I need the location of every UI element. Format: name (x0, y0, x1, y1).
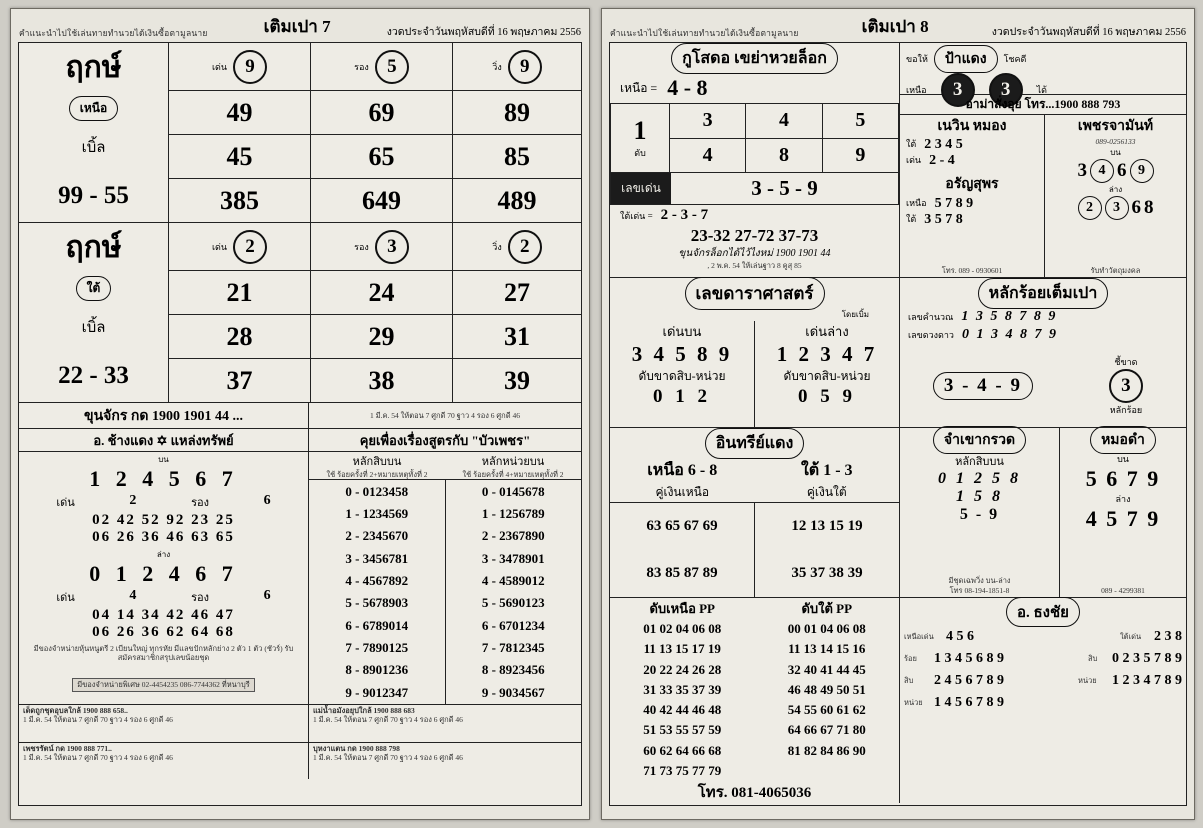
footer-cell-1: เด็ดถูกชุดอุบลใกล้ 1900 888 658.. 1 มี.ค. 54 ให้ตอน 7 ศูกดี 70 ฐาว 4 รอง 6 ศูกดี 46 (19, 705, 309, 743)
colA-row-bot-1: 04 14 34 42 46 47 (92, 607, 235, 623)
dab-lists (610, 619, 899, 781)
colA-row-top-2: 06 26 36 46 63 65 (92, 529, 235, 545)
colA-row-top-1: 02 42 52 92 23 25 (92, 512, 235, 528)
lekdara-h3: ดับขาดสิบ-หน่วย (638, 369, 726, 383)
aransuporn-phone: โทร. 089 - 0930601 (941, 265, 1003, 275)
block2-head-rong: รอง 3 (311, 223, 453, 271)
mordam-title: หมอดำ (1090, 426, 1156, 454)
lakroi-row1: เลขคำนวณ 1 3 5 8 7 8 9 (908, 309, 1058, 324)
colB-sub1: ใช้ ร้อยครั้งที่ 2+หมายเหตุทั้งที่ 2 (326, 470, 428, 479)
lakroi-row2: เลขดวงดาว 0 1 3 4 8 7 9 (908, 327, 1058, 342)
colB-right-list: 0 - 0145678 1 - 1256789 2 - 2367890 3 - 3478901 4 - 4589012 5 - 5690123 6 - 6701234 7 - 7812345 8 - 8923456 9 - 9034567 (481, 483, 545, 700)
block1-col1: 49 45 385 (169, 91, 311, 223)
insee-title-wrap (610, 428, 899, 458)
block2-right (169, 223, 581, 403)
kuso-title: กูโสดอ เขย่าหวยล็อก (671, 43, 838, 74)
phet-phone: 089-0256133 (1095, 137, 1136, 146)
phet-bon: 3 4 6 9 (1045, 159, 1186, 183)
lakroi-chikhat: 3 - 4 - 9 (900, 372, 1066, 400)
right-top-row (610, 43, 1186, 278)
hotline-text: ขุนจักร กด 1900 1901 44 ... (19, 403, 309, 429)
insee-s1: คู่เงินเหนือ (655, 485, 710, 499)
aransuporn-row-1: เหนือ 5 7 8 9 (906, 196, 974, 211)
mordam-block (1060, 428, 1186, 598)
kuso-note2: , 2 พ.ค. 54 ให้เล่นฐาว 8 คูสุ 85 (707, 261, 802, 270)
left-sheet (10, 8, 590, 820)
dab-col1: 01 02 04 06 08 11 13 15 17 19 20 22 24 26 28 31 33 35 37 39 40 42 44 46 48 51 53 55 57 59 60 62 64 66 68 71 73 75 77 79 (643, 621, 722, 778)
insee-rows (610, 502, 899, 597)
jamkao-note: มีชุดเฉพวิ่ง บน-ล่าง (948, 576, 1011, 586)
aransuporn-row-2: ใต้ 3 5 7 8 (906, 212, 963, 227)
colB-h1: หลักสิบบน (352, 456, 402, 468)
right-date: งวดประจำวันพฤหัสบดีที่ 16 พฤษภาคม 2556 (991, 27, 1186, 38)
jamkao-sub: หลักสิบบน (955, 456, 1004, 468)
block1-col2: 69 65 649 (311, 91, 453, 223)
colA-row-bot-2: 06 26 36 62 64 68 (92, 624, 235, 640)
nawin-title: เนวิน หมอง (937, 119, 1007, 134)
insee-col1: 63 65 67 69 83 85 87 89 (610, 503, 755, 597)
footer-cell-2: แม่น้ำอมังอยุปใกล้ 1900 888 683 1 มี.ค. 54 ให้ตอน 7 ศูกดี 70 ฐาว 4 รอง 6 ศูกดี 46 (309, 705, 581, 743)
phet-note: รับทำวัตถุมงคล (1090, 265, 1141, 275)
lakroi-block (900, 278, 1186, 428)
jamkao-title: จำเขากรวด (933, 426, 1026, 454)
nawin-block (900, 115, 1045, 278)
lekdara-heads (610, 321, 899, 342)
block2-col3: 27 31 39 (453, 271, 581, 403)
mordam-lang: 4 5 7 9 (1085, 506, 1161, 531)
right-top-col (900, 43, 1186, 278)
thongchai-row-2: สิบ 2 4 5 6 7 8 9 หน่วย 1 2 3 4 7 8 9 (904, 673, 1182, 688)
block1-head-wing: วิ่ง 9 (453, 43, 581, 91)
jamkao-v1: 0 1 2 5 8 (938, 470, 1021, 487)
right-header (602, 9, 1194, 42)
kuso-lekden (610, 173, 899, 205)
lekdara-v1: 3 4 5 8 9 (631, 342, 733, 366)
kuso-left-cell: 1 ดับ (610, 103, 670, 173)
thongchai-title: อ. ธงชัย (1006, 597, 1080, 627)
thongchai-title-wrap (900, 598, 1186, 626)
block1-region: เหนือ (19, 91, 168, 125)
block1-right (169, 43, 581, 223)
block1-zodiac-cell (19, 43, 169, 223)
khorhai-line2: เหนือ 3 3 ได้ (900, 73, 1186, 107)
insee-title: อินทรีย์แดง (705, 428, 805, 459)
colB-left-list: 0 - 0123458 1 - 1234569 2 - 2345670 3 - 3456781 4 - 4567892 5 - 5678903 6 - 6789014 7 - 7890125 8 - 8901236 9 - 9012347 (309, 480, 446, 704)
block1-pair: 99 - 55 (58, 181, 129, 209)
lekdara-title-wrap (610, 278, 899, 308)
insee-col2: 12 13 15 19 35 37 38 39 (791, 518, 863, 581)
block2-head-wing: วิ่ง 2 (453, 223, 581, 271)
lekdara-values (610, 342, 899, 367)
thongchai-row-3: หน่วย 1 4 5 6 7 8 9 (904, 695, 1004, 710)
kuso-note: ขุนจักรล็อกได้ไว้ไงหม่ 1900 1901 44 (678, 248, 831, 259)
dab-phone: โทร. 081-4065036 (697, 785, 812, 801)
lekdara-block (610, 278, 900, 428)
dab-h1: ดับเหนือ PP (649, 601, 716, 616)
lakroi-title-wrap (900, 278, 1186, 308)
bua-phet-title: คุยเพื่องเรื่องสูตรกับ "บัวเพชร" (309, 429, 581, 452)
footer-cell-4: บุหงาแตน กด 1900 888 798 1 มี.ค. 54 ให้ตอน 7 ศูกดี 70 ฐาว 4 รอง 6 ศูกดี 46 (313, 744, 463, 763)
jamkao-block (900, 428, 1060, 598)
right-third-row (610, 428, 1186, 598)
left-footer-1 (19, 705, 581, 743)
jamkao-v2: 1 5 8 (956, 488, 1003, 505)
right-second-row (610, 278, 1186, 428)
insee-s (610, 483, 899, 502)
right-sheet (601, 8, 1195, 820)
block2-region: ใต้ (19, 271, 168, 305)
hotline-note: 1 มี.ค. 54 ให้ตอน 7 ศูกดี 70 ฐาว 4 รอง 6 ศูกดี 46 (309, 403, 581, 429)
right-frame (609, 42, 1187, 806)
block2-label2: เบิ้ล (81, 320, 106, 336)
colB-h2: หลักหน่วยบน (481, 456, 545, 468)
nawin-row-1: ใต้ 2 3 4 5 (906, 137, 963, 152)
right-title: เติมเปา 8 (861, 17, 929, 36)
left-header-note: คำแนะนำไปใช้เล่นทายทำนวยได้เงินซื้อตามูลนาย (19, 28, 208, 38)
colB-sub2: ใช้ ร้อยครั้งที่ 4+หมายเหตุทั้งที่ 2 (462, 470, 564, 479)
lakroi-title: หลักร้อยเต็มเปา (978, 278, 1109, 309)
left-footer-2 (19, 743, 581, 779)
lekdara-h1: เด่นบน (662, 324, 702, 339)
khorhai-line1: ขอให้ ป้าแดง โชคดี (900, 43, 1186, 73)
left-header (11, 9, 589, 42)
bua-phet-column (309, 429, 581, 705)
lekdara-v4: 0 5 9 (754, 386, 899, 427)
lekdara-heads2 (610, 367, 899, 386)
colA-stamp-wrap (19, 666, 308, 704)
thongchai-row-0: เหนือเด่น 4 5 6 ใต้เด่น 2 3 8 (904, 629, 1182, 644)
phet-bon-label: บน (1110, 148, 1121, 158)
jamkao-title-wrap (900, 428, 1059, 452)
dab-heads (610, 598, 899, 619)
left-date: งวดประจำวันพฤหัสบดีที่ 16 พฤษภาคม 2556 (386, 27, 581, 38)
mordam-bon: 5 6 7 9 (1085, 466, 1161, 491)
colA-row2-labels: เด่น 4 รอง 6 (56, 588, 271, 604)
mordam-phone: 089 - 4299381 (1101, 585, 1145, 595)
right-fourth-row (610, 598, 1186, 803)
left-block1 (19, 43, 581, 223)
lek-den-label: เลขเด่น (610, 173, 671, 205)
khorhai-block (900, 43, 1186, 100)
phet-block (1045, 115, 1186, 278)
block2-heads (169, 223, 581, 271)
chang-daeng-column (19, 429, 309, 705)
block1-head-rong: รอง 5 (311, 43, 453, 91)
lekdara-h4: ดับขาดสิบ-หน่วย (754, 367, 899, 386)
lekdara-v3: 0 1 2 (653, 386, 711, 407)
aransuporn-title: อรัญสุพร (945, 177, 999, 192)
right-header-note: คำแนะนำไปใช้เล่นทายทำนวยได้เงินซื้อตามูลนาย (610, 28, 799, 38)
block1-col3: 89 85 489 (453, 91, 581, 223)
footer-cell-3: เพชรรัตน์ กด 1900 888 771.. 1 มี.ค. 54 ให้ตอน 7 ศูกดี 70 ฐาว 4 รอง 6 ศูกดี 46 (19, 743, 309, 779)
kuso-block (610, 43, 900, 278)
insee-block (610, 428, 900, 598)
kuso-title-wrap (610, 43, 899, 73)
insee-s2: คู่เงินใต้ (806, 485, 847, 499)
colA-row1-labels: เด่น 2 รอง 6 (56, 493, 271, 509)
chang-daeng-title: อ. ช้างแดง ✡ แหล่งทรัพย์ (19, 429, 308, 452)
left-hotline-strip (19, 403, 581, 429)
lakroi-row3 (900, 344, 1186, 427)
thongchai-block (900, 598, 1186, 803)
colA-bottom-label: ล่าง (156, 550, 171, 559)
lekdara-v2: 1 2 3 4 7 (754, 342, 899, 367)
khorhai-name: ป้าแดง (934, 45, 998, 73)
jamkao-phone: โทร 08-194-1851-8 (949, 585, 1010, 595)
lekdara-title: เลขดาราศาสตร์ (685, 277, 825, 310)
block2-head-den: เด่น 2 (169, 223, 311, 271)
lekdara-h2: เด่นล่าง (754, 321, 899, 342)
kuso-sets: 23-32 27-72 37-73 (690, 226, 819, 245)
thongchai-row-1: ร้อย 1 3 4 5 6 8 9 สิบ 0 2 3 5 7 8 9 (904, 651, 1182, 666)
phet-title: เพชรจามันท์ (1077, 119, 1154, 134)
colA-top-numbers: 1 2 4 5 6 7 (89, 466, 238, 491)
lekdara-byline: โดยเบิ้ม (841, 310, 869, 319)
colA-bottom-numbers: 0 1 2 4 6 7 (89, 561, 238, 586)
bua-phet-lists (309, 480, 581, 704)
nawin-row-2: เด่น 2 - 4 (906, 153, 955, 168)
bua-phet-subs (309, 470, 581, 480)
block2-pair: 22 - 33 (58, 361, 129, 389)
mordam-lang-label: ล่าง (1115, 494, 1131, 504)
block2-zodiac: ฤกษ์ (65, 230, 122, 264)
colA-stamp: มีของจำหน่ายพิเศษ 02-4454235 086-7744362 ที่หนาบุรี (72, 678, 255, 691)
insee-l2: ใต้ 1 - 3 (800, 462, 853, 479)
dab-col2: 00 01 04 06 08 11 13 14 15 16 32 40 41 44 45 46 48 49 50 51 54 55 60 61 62 64 66 67 71 80 81 82 84 86 90 (787, 621, 866, 758)
kuso-grid-right (670, 103, 899, 173)
left-block2 (19, 223, 581, 403)
block2-col2: 24 29 38 (311, 271, 453, 403)
block1-zodiac: ฤกษ์ (65, 50, 122, 84)
kuso-taiden: ใต้เด่น = 2 - 3 - 7 (620, 207, 709, 223)
kuso-nuea: เหนือ = 4 - 8 (620, 75, 708, 100)
jamkao-v3: 5 - 9 (959, 506, 1000, 523)
kuso-grid-top-row: 3 4 5 (670, 104, 899, 139)
lakroi-result: ชี้ขาด 3 หลักร้อย (1109, 356, 1143, 415)
phet-lang: 2 3 6 8 (1045, 196, 1186, 220)
kuso-grid (610, 103, 899, 173)
mordam-bon-label: บน (1117, 454, 1129, 464)
kuso-grid-bottom-row: 4 8 9 (670, 139, 899, 174)
dab-h2: ดับใต้ PP (801, 601, 853, 616)
lekdara-values2 (610, 386, 899, 427)
khorhai-circle-2: 3 (989, 73, 1023, 107)
block1-rows (169, 91, 581, 223)
block2-col1: 21 28 37 (169, 271, 311, 403)
block1-head-den: เด่น 9 (169, 43, 311, 91)
block1-label2: เบิ้ล (81, 140, 106, 156)
lek-den-value: 3 - 5 - 9 (671, 173, 899, 205)
khorhai-phone: อาม่าสั่งอุย โทร...1900 888 793 (900, 95, 1186, 115)
nawin-phet-row (900, 115, 1186, 278)
block2-zodiac-cell (19, 223, 169, 403)
left-title: เติมเปา 7 (263, 17, 331, 36)
colA-top-label: บน (158, 455, 169, 464)
insee-l (610, 458, 899, 483)
left-bottom (19, 429, 581, 705)
insee-l1: เหนือ 6 - 8 (647, 462, 718, 479)
colA-note: มีของจำหน่ายหุ้นหนูตรี 2 เบียนใหญ่ ทุกรหัย มีแลขปักหลักย่าง 2 ตัว 1 ตัว (ชัวร์) รับสมัครสมาชิกสรุปเลขน้อยชุด (33, 644, 294, 663)
left-frame (18, 42, 582, 806)
phet-lang-label: ล่าง (1108, 185, 1123, 195)
khorhai-circle-1: 3 (941, 73, 975, 107)
bua-phet-heads (309, 452, 581, 470)
mordam-title-wrap (1060, 428, 1186, 452)
block1-heads (169, 43, 581, 91)
block2-rows (169, 271, 581, 403)
dab-block (610, 598, 900, 803)
